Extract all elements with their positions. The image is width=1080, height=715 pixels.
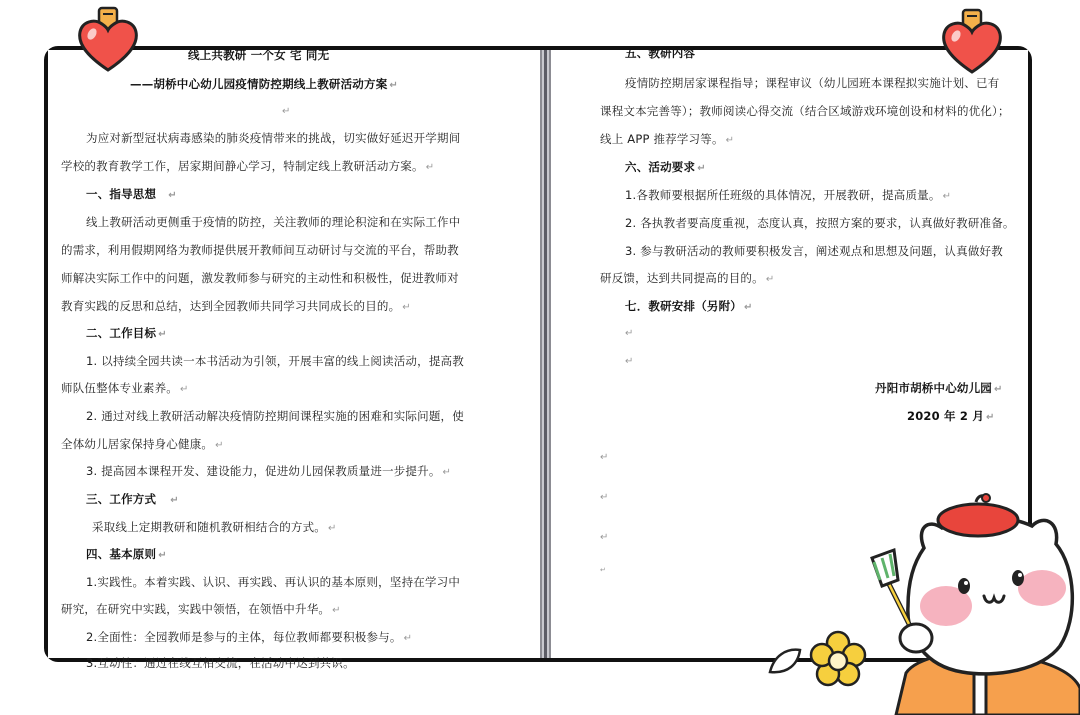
requirement-text: 1.各教师要根据所任班级的具体情况，开展教研，提高质量。: [625, 188, 941, 202]
content-line: [600, 131, 734, 147]
paragraph-mark-icon: ↵: [625, 356, 634, 367]
principle-text: 2.全面性：全园教师是参与的主体，每位教师都要积极参与。: [86, 630, 402, 644]
heading-text: 四、基本原则: [86, 547, 157, 561]
paragraph-mark-icon: ↵: [600, 452, 609, 463]
section1-line: [61, 298, 411, 314]
requirement-line: 2. 各执教者要高度重视，态度认真，按照方案的要求，认真做好教研准备。: [625, 216, 1015, 230]
heading-text: 二、工作目标: [86, 326, 157, 340]
paragraph-mark-icon: ↵: [180, 384, 189, 395]
paragraph-mark-icon: ↵: [332, 605, 341, 616]
content-line: 课程文本完善等）；教师阅读心得交流（结合区域游戏环境创设和材料的优化）；: [600, 104, 1010, 118]
paragraph-mark-icon: ↵: [994, 384, 1003, 395]
paragraph-mark-icon: ↵: [942, 191, 952, 202]
paragraph-mark-icon: ↵: [215, 440, 224, 451]
paragraph-mark-icon: ↵: [282, 106, 291, 117]
intro-line: [61, 158, 434, 174]
section1-line: 师解决实际工作中的问题，激发教师参与研究的主动性和积极性，促进教师对: [61, 271, 459, 285]
paragraph-mark-icon: ↵: [600, 492, 609, 503]
principle-line: 1.实践性。本着实践、认识、再实践、再认识的基本原则，坚持在学习中: [86, 575, 461, 589]
goal-line: 2. 通过对线上教研活动解决疫情防控期间课程实施的困难和实际问题，使: [86, 409, 464, 423]
paragraph-mark-icon: ↵: [625, 328, 634, 339]
paragraph-mark-icon: ↵: [744, 302, 753, 313]
goal-text: 全体幼儿居家保持身心健康。: [61, 437, 214, 451]
intro-line: 为应对新型冠状病毒感染的肺炎疫情带来的挑战，切实做好延迟开学期间: [86, 131, 461, 145]
requirement-line: 3. 参与教研活动的教师要积极发言，阐述观点和思想及问题，认真做好教: [625, 244, 1003, 258]
heading-text: 三、工作方式: [86, 492, 157, 506]
paragraph-mark-icon: ↵: [389, 80, 398, 91]
content-text: 线上 APP 推荐学习等。: [600, 132, 724, 146]
paragraph-mark-icon: ↵: [158, 550, 167, 561]
goal-text: 师队伍整体专业素养。: [61, 381, 178, 395]
left-page: [48, 48, 540, 670]
paragraph-mark-icon: ↵: [725, 135, 735, 146]
method-line: [92, 519, 337, 535]
heading-text: 一、指导思想: [86, 187, 157, 201]
principle-line: [61, 601, 341, 617]
paragraph-mark-icon: ↵: [986, 412, 995, 423]
principle-line-partial: 3.互动性：通过在线互相交流，在活动中达到共识。: [86, 656, 355, 670]
goal-text: 3. 提高园本课程开发、建设能力，促进幼儿园保教质量进一步提升。: [86, 464, 441, 478]
section-heading-requirements: [625, 159, 706, 175]
heart-clip-icon: [76, 4, 140, 74]
paragraph-mark-icon: ↵: [328, 523, 337, 534]
intro-text: 学校的教育教学工作，居家期间静心学习，特制定线上教研活动方案。: [61, 159, 424, 173]
section1-line: 的需求，利用假期网络为教师提供展开教师间互动研讨与交流的平台，帮助教: [61, 243, 459, 257]
section-heading-guiding: [86, 186, 177, 202]
section-heading-schedule: [625, 298, 753, 314]
heading-text: 六、活动要求: [625, 160, 696, 174]
section-heading-content-partial: 五、教研内容: [625, 46, 696, 60]
leaf-icon: [768, 646, 802, 676]
signature-org: [875, 380, 1003, 396]
principle-text: 研究，在研究中实践，实践中领悟，在领悟中升华。: [61, 602, 331, 616]
paragraph-mark-icon: ↵: [600, 566, 606, 574]
goal-line: 1. 以持续全园共读一本书活动为引领，开展丰富的线上阅读活动，提高教: [86, 354, 464, 368]
paragraph-mark-icon: ↵: [158, 329, 167, 340]
heading-text: 七．教研安排（另附）: [625, 299, 742, 313]
paragraph-mark-icon: ↵: [168, 190, 177, 201]
section-heading-principles: [86, 546, 167, 562]
section-heading-goals: [86, 325, 167, 341]
goal-line: [61, 436, 224, 452]
paragraph-mark-icon: ↵: [403, 633, 413, 644]
method-text: 采取线上定期教研和随机教研相结合的方式。: [92, 520, 326, 534]
paragraph-mark-icon: ↵: [442, 467, 452, 478]
paragraph-mark-icon: ↵: [170, 495, 179, 506]
paragraph-mark-icon: ↵: [600, 532, 609, 543]
section1-text: 教育实践的反思和总结，达到全园教师共同学习共同成长的目的。: [61, 299, 401, 313]
signature-date: [907, 408, 995, 424]
goal-line: [86, 463, 451, 479]
section-heading-method: [86, 491, 179, 507]
document-title-partial: 线上共教研 一个女 宅 同无: [188, 48, 330, 62]
paragraph-mark-icon: ↵: [402, 302, 411, 313]
requirement-line: [600, 270, 774, 286]
cat-painter-sticker-icon: [846, 488, 1080, 715]
heart-clip-icon: [940, 6, 1004, 76]
signature-org-text: 丹阳市胡桥中心幼儿园: [875, 381, 992, 395]
document-subtitle: [130, 76, 398, 92]
subtitle-text: ——胡桥中心幼儿园疫情防控期线上教研活动方案: [130, 77, 388, 91]
page-divider: [540, 50, 551, 658]
goal-line: [61, 380, 189, 396]
principle-line: [86, 629, 412, 645]
paragraph-mark-icon: ↵: [425, 162, 435, 173]
paragraph-mark-icon: ↵: [697, 163, 706, 174]
signature-date-text: 2020 年 2 月: [907, 409, 985, 423]
requirement-text: 研反馈，达到共同提高的目的。: [600, 271, 764, 285]
requirement-line: [625, 187, 951, 203]
paragraph-mark-icon: ↵: [765, 274, 775, 285]
section1-line: 线上教研活动更侧重于疫情的防控，关注教师的理论积淀和在实际工作中: [86, 215, 461, 229]
content-line: 疫情防控期居家课程指导；课程审议（幼儿园班本课程拟实施计划、已有: [625, 76, 1000, 90]
